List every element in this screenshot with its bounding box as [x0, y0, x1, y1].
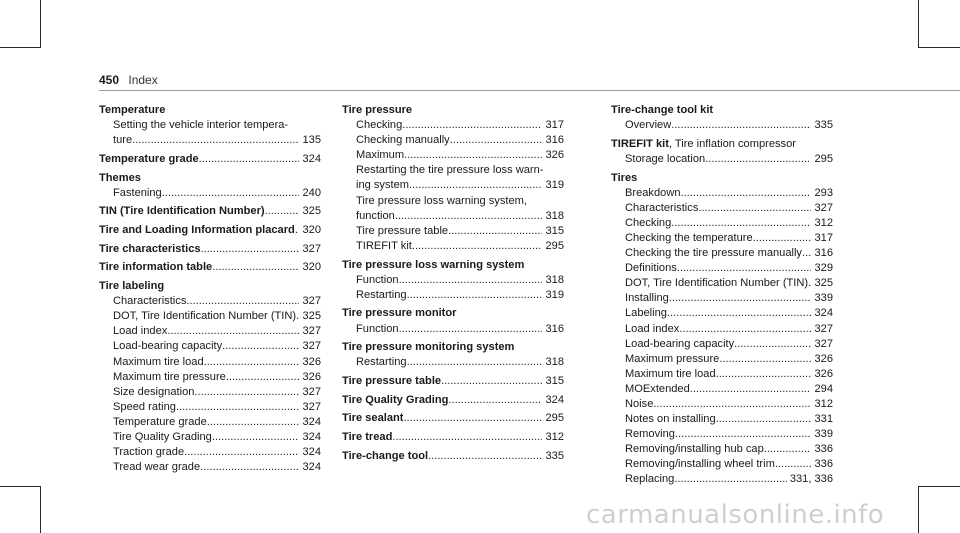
index-subentry-label: Characteristics — [625, 201, 699, 214]
index-line[interactable] — [99, 223, 321, 238]
index-subentry-text: Tire pressure loss warning system, — [356, 194, 527, 207]
index-subentry-label: Checking — [356, 119, 403, 132]
page-ref: 318 — [545, 356, 564, 369]
index-subentry-label: function — [356, 209, 395, 222]
page-ref: 315 — [545, 224, 564, 237]
dot-leader — [395, 209, 543, 224]
index-heading: Tire pressure table — [342, 374, 442, 387]
dot-leader — [412, 239, 543, 254]
page-ref: 339 — [814, 292, 833, 305]
index-entry — [342, 340, 564, 370]
dot-leader — [667, 306, 812, 321]
index-subentry-label: Checking — [625, 216, 672, 229]
page-ref: 327 — [302, 340, 321, 353]
page-ref: 324 — [302, 431, 321, 444]
page-ref: 294 — [814, 382, 833, 395]
index-subentry-label: Checking the temperature — [625, 231, 753, 244]
index-entry — [342, 306, 564, 336]
index-heading: Tire labeling — [99, 280, 165, 293]
index-subentry-label: Function — [356, 273, 399, 286]
page-ref: 317 — [545, 119, 564, 132]
index-subentry[interactable] — [611, 382, 833, 397]
page-ref: 315 — [545, 374, 564, 387]
page-ref: 339 — [814, 428, 833, 441]
dot-leader — [775, 457, 812, 472]
index-entry — [99, 171, 321, 201]
dot-leader — [132, 133, 299, 148]
dot-leader — [764, 442, 812, 457]
dot-leader — [212, 430, 300, 445]
index-subentry-text: Restarting the tire pressure loss warn- — [356, 164, 544, 177]
dot-leader — [184, 445, 299, 460]
index-heading: Tire sealant — [342, 412, 404, 425]
index-entry — [611, 171, 833, 488]
index-heading: Tire information table — [99, 261, 213, 274]
index-entry — [611, 137, 833, 167]
index-subentry[interactable] — [611, 152, 833, 167]
index-heading: TIREFIT kit — [611, 137, 669, 150]
page-ref: 240 — [302, 186, 321, 199]
index-subentry[interactable] — [99, 445, 321, 460]
index-heading: Tire tread — [342, 431, 393, 444]
index-line[interactable] — [342, 393, 564, 408]
index-subentry[interactable] — [342, 355, 564, 370]
index-subentry[interactable] — [342, 133, 564, 148]
index-subentry-label: Noise — [625, 397, 654, 410]
dot-leader — [734, 337, 811, 352]
dot-leader — [407, 355, 543, 370]
index-heading: Themes — [99, 171, 141, 184]
index-subentry-label: Speed rating — [113, 400, 176, 413]
page-title: Index — [128, 73, 158, 87]
page-ref: 295 — [814, 152, 833, 165]
page-ref: 335 — [545, 449, 564, 462]
index-subentry-label: Maximum — [356, 149, 405, 162]
dot-leader — [716, 367, 812, 382]
index-heading-line — [99, 279, 321, 294]
page-ref: 325 — [302, 205, 321, 218]
page-ref: 326 — [302, 355, 321, 368]
index-subentry[interactable] — [611, 322, 833, 337]
index-subentry[interactable] — [611, 231, 833, 246]
index-subentry[interactable] — [99, 294, 321, 309]
page-ref: 327 — [814, 337, 833, 350]
index-subentry[interactable] — [99, 339, 321, 354]
index-subentry-label: MOExtended — [625, 382, 690, 395]
index-subentry[interactable] — [99, 430, 321, 445]
index-entry — [342, 411, 564, 426]
page-ref: 317 — [814, 231, 833, 244]
dot-leader — [167, 324, 299, 339]
dot-leader — [186, 294, 299, 309]
index-heading: Temperature — [99, 104, 166, 116]
index-subentry[interactable] — [611, 246, 833, 261]
page-ref: 326 — [545, 149, 564, 162]
index-entry — [342, 258, 564, 303]
index-subentry-label: Tire Quality Grading — [113, 431, 212, 444]
index-subentry-label: Load-bearing capacity — [113, 340, 223, 353]
dot-leader — [802, 246, 812, 261]
index-subentry-label: Tire pressure table — [356, 224, 449, 237]
page-ref: 316 — [545, 322, 564, 335]
page-ref: 336 — [814, 458, 833, 471]
index-entry — [99, 279, 321, 475]
index-heading-suffix: , Tire inflation compressor — [668, 137, 796, 150]
index-subentry[interactable] — [342, 209, 564, 224]
watermark: carmanualsonline.info — [586, 500, 885, 530]
index-heading-line — [99, 103, 321, 118]
dot-leader — [679, 322, 811, 337]
page-ref: 325 — [302, 310, 321, 323]
index-line[interactable] — [342, 374, 564, 389]
crop-mark — [0, 486, 40, 487]
index-entry — [99, 242, 321, 257]
dot-leader — [448, 224, 542, 239]
index-heading: Tire Quality Grading — [342, 393, 449, 406]
dot-leader — [402, 118, 542, 133]
index-subentry[interactable] — [611, 276, 833, 291]
header-rule — [99, 90, 960, 91]
page-ref: 324 — [545, 393, 564, 406]
index-subentry[interactable] — [342, 273, 564, 288]
index-subentry-label: DOT, Tire Identification Number (TIN) — [113, 310, 297, 323]
dot-leader — [407, 288, 543, 303]
index-subentry-label: Maximum tire pressure — [113, 370, 226, 383]
index-column-2 — [342, 103, 564, 467]
dot-leader — [399, 273, 543, 288]
index-line[interactable] — [342, 449, 564, 464]
index-heading: Tire pressure loss warning system — [342, 258, 525, 271]
dot-leader — [199, 152, 300, 167]
index-subentry[interactable] — [611, 216, 833, 231]
crop-mark — [918, 0, 919, 48]
index-subentry-label: Characteristics — [113, 295, 187, 308]
dot-leader — [675, 427, 812, 442]
index-heading: Tires — [611, 171, 638, 184]
page-ref: 326 — [302, 370, 321, 383]
index-subentry-label: Size designation — [113, 385, 195, 398]
page-header — [99, 72, 158, 88]
page-ref: 335 — [814, 119, 833, 132]
dot-leader — [705, 152, 811, 167]
index-heading-line — [99, 171, 321, 186]
crop-mark — [918, 47, 960, 48]
dot-leader — [201, 242, 300, 257]
index-subentry-label: Storage location — [625, 152, 706, 165]
index-line[interactable] — [99, 242, 321, 257]
index-subentry-label: Labeling — [625, 307, 667, 320]
index-subentry[interactable] — [99, 133, 321, 148]
index-subentry[interactable] — [611, 472, 833, 487]
index-subentry-label: Maximum pressure — [625, 352, 720, 365]
dot-leader — [404, 148, 542, 163]
index-entry — [99, 260, 321, 275]
crop-mark — [918, 486, 919, 533]
dot-leader — [698, 201, 811, 216]
index-subentry-label: Load index — [625, 322, 680, 335]
dot-leader — [653, 397, 811, 412]
index-column-1 — [99, 103, 321, 479]
dot-leader — [176, 400, 300, 415]
index-subentry-label: Replacing — [625, 473, 675, 486]
index-subentry-label: Maximum tire load — [625, 367, 716, 380]
page-ref: 295 — [545, 239, 564, 252]
dot-leader — [200, 460, 299, 475]
index-entry — [342, 374, 564, 389]
page-ref: 295 — [545, 412, 564, 425]
index-heading-line — [342, 103, 564, 118]
index-line[interactable] — [99, 260, 321, 275]
page-ref: 327 — [302, 385, 321, 398]
index-subentry[interactable] — [611, 337, 833, 352]
index-subentry[interactable] — [342, 239, 564, 254]
index-entry — [342, 430, 564, 445]
crop-mark — [918, 486, 960, 487]
index-line[interactable] — [99, 152, 321, 167]
index-heading: Tire-change tool kit — [611, 104, 714, 116]
crop-mark — [0, 47, 40, 48]
index-subentry-label: TIREFIT kit — [356, 239, 412, 252]
index-entry — [342, 103, 564, 254]
index-subentry[interactable] — [611, 367, 833, 382]
dot-leader — [403, 411, 542, 426]
index-subentry-label: Temperature grade — [113, 415, 207, 428]
page-ref: 326 — [814, 367, 833, 380]
index-line[interactable] — [342, 411, 564, 426]
index-entry — [99, 204, 321, 219]
dot-leader — [204, 355, 300, 370]
dot-leader — [222, 339, 299, 354]
index-subentry-label: Load index — [113, 325, 168, 338]
index-subentry[interactable] — [99, 400, 321, 415]
index-subentry[interactable] — [99, 355, 321, 370]
crop-mark — [40, 486, 41, 533]
index-heading-line — [342, 340, 564, 355]
page-ref: 319 — [545, 179, 564, 192]
index-line[interactable] — [99, 204, 321, 219]
index-subentry-label: ing system — [356, 179, 410, 192]
index-heading-line — [342, 306, 564, 321]
dot-leader — [194, 385, 299, 400]
dot-leader — [265, 204, 300, 219]
index-column-3 — [611, 103, 833, 491]
index-subentry[interactable] — [611, 306, 833, 321]
page-ref: 325 — [814, 277, 833, 290]
index-subentry-label: Tread wear grade — [113, 461, 201, 474]
page-ref: 324 — [302, 446, 321, 459]
page-ref: 316 — [814, 247, 833, 260]
index-heading-line — [611, 103, 833, 118]
dot-leader — [409, 178, 542, 193]
page-ref: 324 — [302, 461, 321, 474]
index-subentry[interactable] — [342, 224, 564, 239]
page-ref: 326 — [814, 352, 833, 365]
page-ref: 312 — [545, 431, 564, 444]
index-heading: Tire pressure — [342, 104, 413, 116]
dot-leader — [753, 231, 812, 246]
page-ref: 327 — [302, 325, 321, 338]
index-heading: Tire pressure monitor — [342, 307, 457, 320]
dot-leader — [669, 291, 812, 306]
index-subentry[interactable] — [342, 178, 564, 193]
index-subentry-label: Checking the tire pressure manually — [625, 247, 802, 260]
page-ref: 324 — [302, 415, 321, 428]
page-ref: 331 — [814, 413, 833, 426]
page-ref: 293 — [814, 186, 833, 199]
index-entry — [342, 449, 564, 464]
page-ref: 135 — [302, 134, 321, 147]
dot-leader — [441, 374, 542, 389]
page-ref: 327 — [814, 201, 833, 214]
index-line[interactable] — [342, 430, 564, 445]
index-subentry-label: Installing — [625, 292, 669, 305]
index-entry — [99, 152, 321, 167]
index-subentry-label: Traction grade — [113, 446, 185, 459]
index-subentry-label: Fastening — [113, 186, 162, 199]
index-subentry[interactable] — [611, 261, 833, 276]
page-ref: 331, 336 — [789, 473, 833, 486]
index-subentry-label: Removing/installing wheel trim — [625, 458, 775, 471]
index-subentry-label: Removing/installing hub cap — [625, 443, 764, 456]
index-subentry-label: Overview — [625, 119, 672, 132]
page-ref: 318 — [545, 209, 564, 222]
page-ref: 320 — [302, 224, 321, 237]
index-heading: Temperature grade — [99, 152, 199, 165]
index-subentry[interactable] — [611, 397, 833, 412]
page-number: 450 — [99, 73, 120, 87]
page-ref: 324 — [814, 307, 833, 320]
index-subentry[interactable] — [342, 148, 564, 163]
index-heading: Tire pressure monitoring system — [342, 341, 515, 354]
index-subentry-label: Restarting — [356, 356, 407, 369]
index-subentry[interactable] — [99, 370, 321, 385]
page-ref: 327 — [302, 400, 321, 413]
page-ref: 320 — [302, 261, 321, 274]
index-entry — [342, 393, 564, 408]
index-subentry[interactable] — [611, 186, 833, 201]
page-ref: 316 — [545, 134, 564, 147]
index-subentry-label: Removing — [625, 428, 675, 441]
index-subentry[interactable] — [611, 352, 833, 367]
page-ref: 327 — [302, 242, 321, 255]
page-ref: 336 — [814, 443, 833, 456]
dot-leader — [207, 415, 300, 430]
page-ref: 318 — [545, 273, 564, 286]
index-heading-line — [342, 258, 564, 273]
index-heading: TIN (Tire Identification Number) — [99, 205, 265, 218]
dot-leader — [212, 260, 299, 275]
dot-leader — [719, 352, 811, 367]
index-subentry[interactable] — [99, 324, 321, 339]
dot-leader — [428, 449, 542, 464]
dot-leader — [716, 412, 812, 427]
index-heading-line — [611, 137, 833, 152]
index-heading-line — [611, 171, 833, 186]
index-subentry[interactable] — [99, 415, 321, 430]
index-subentry[interactable] — [342, 322, 564, 337]
dot-leader — [681, 186, 812, 201]
index-subentry-label: DOT, Tire Identification Number (TIN) — [625, 277, 809, 290]
page-ref: 324 — [302, 152, 321, 165]
index-heading: Tire-change tool — [342, 449, 429, 462]
index-subentry[interactable] — [99, 385, 321, 400]
index-entry — [99, 223, 321, 238]
index-subentry-label: Restarting — [356, 288, 407, 301]
page-ref: 329 — [814, 262, 833, 275]
index-subentry-label: Maximum tire load — [113, 355, 204, 368]
dot-leader — [448, 393, 542, 408]
index-subentry[interactable] — [342, 118, 564, 133]
index-subentry[interactable] — [611, 442, 833, 457]
page-ref: 312 — [814, 397, 833, 410]
index-subentry-text: Setting the vehicle interior tempera- — [113, 119, 289, 132]
index-entry — [611, 103, 833, 133]
index-subentry-label: Function — [356, 322, 399, 335]
index-heading: Tire characteristics — [99, 242, 201, 255]
page-ref: 327 — [302, 295, 321, 308]
index-subentry-label: Checking manually — [356, 134, 450, 147]
page-ref: 327 — [814, 322, 833, 335]
page-ref: 312 — [814, 216, 833, 229]
index-subentry-label: Load-bearing capacity — [625, 337, 735, 350]
dot-leader — [674, 472, 786, 487]
index-subentry[interactable] — [611, 427, 833, 442]
dot-leader — [226, 370, 300, 385]
dot-leader — [671, 118, 811, 133]
dot-leader — [671, 216, 811, 231]
crop-mark — [40, 0, 41, 48]
dot-leader — [690, 382, 812, 397]
index-subentry[interactable] — [611, 457, 833, 472]
index-subentry-label: Breakdown — [625, 186, 681, 199]
index-subentry[interactable] — [99, 460, 321, 475]
dot-leader — [399, 322, 543, 337]
index-subentry-label: Notes on installing — [625, 413, 716, 426]
index-subentry[interactable] — [342, 288, 564, 303]
index-subentry-label: ture — [113, 134, 133, 147]
dot-leader — [392, 430, 542, 445]
index-entry — [99, 103, 321, 148]
page-ref: 319 — [545, 288, 564, 301]
index-subentry[interactable] — [611, 118, 833, 133]
index-subentry[interactable] — [611, 201, 833, 216]
index-heading: Tire and Loading Information placard — [99, 224, 295, 237]
index-subentry-label: Definitions — [625, 262, 677, 275]
index-subentry[interactable] — [611, 412, 833, 427]
dot-leader — [450, 133, 543, 148]
index-subentry[interactable] — [99, 309, 321, 324]
dot-leader — [677, 261, 812, 276]
index-subentry[interactable] — [99, 186, 321, 201]
dot-leader — [162, 186, 300, 201]
index-subentry[interactable] — [611, 291, 833, 306]
